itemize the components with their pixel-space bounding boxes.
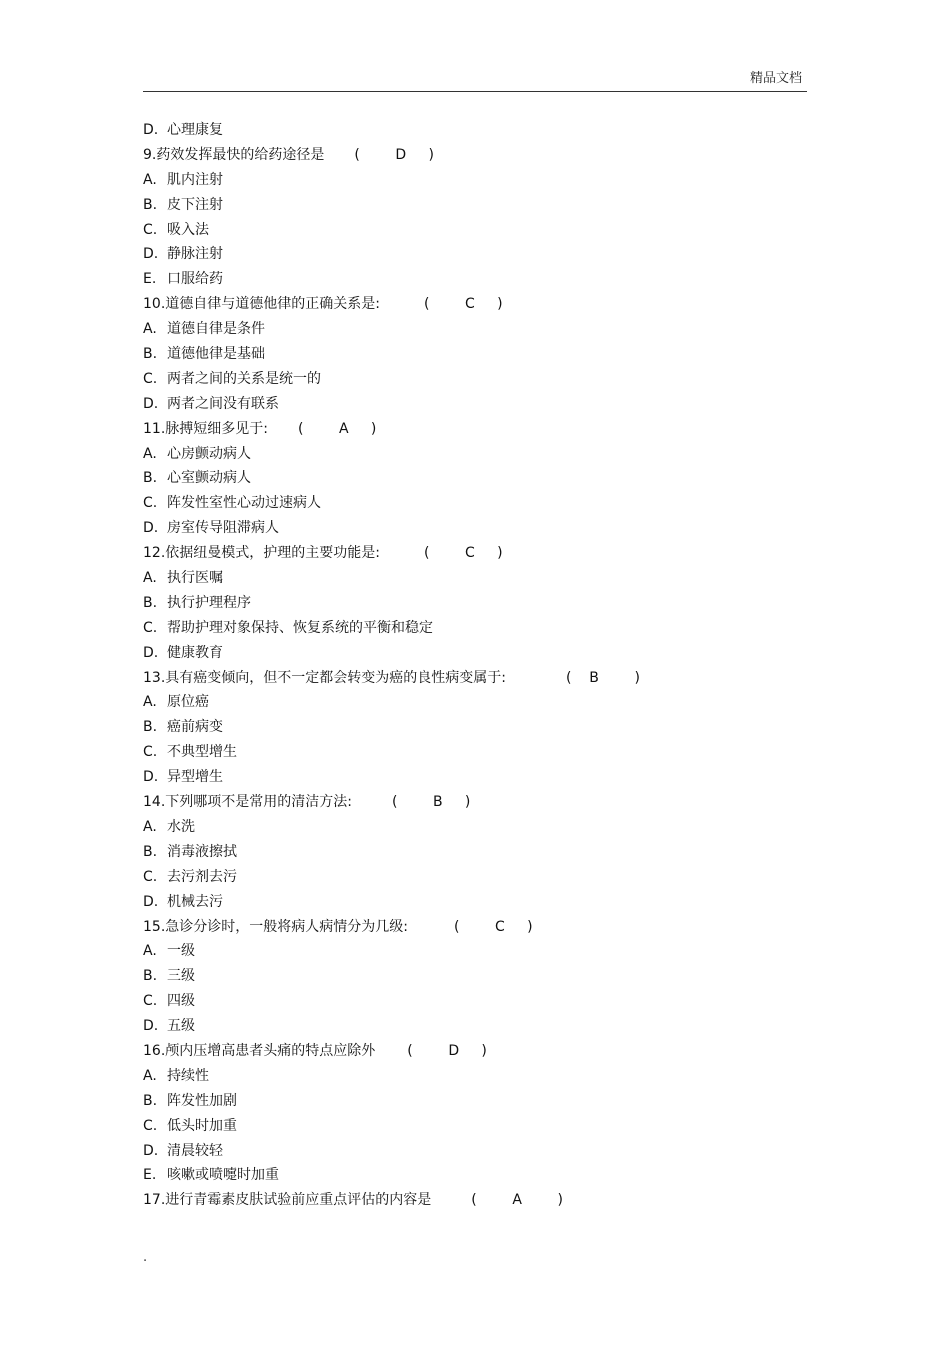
answer-option [143,242,807,267]
option-letter: C. [143,993,158,1010]
answer-key: ( D ) [407,1042,487,1059]
question-text: 15.急诊分诊时，一般将病人病情分为几级: [143,918,408,935]
option-text: 阵发性加剧 [167,1092,237,1109]
question-line [143,417,807,442]
option-text: 去污剂去污 [167,868,237,885]
answer-option [143,491,807,516]
option-letter: B. [143,968,158,985]
question-text: 14.下列哪项不是常用的清洁方法: [143,794,352,811]
option-letter: A. [143,321,157,338]
option-letter: E. [143,271,157,288]
option-letter: D. [143,893,159,910]
header-divider [143,91,807,92]
option-letter: B. [143,843,158,860]
question-line [143,292,807,317]
answer-option [143,964,807,989]
answer-option [143,193,807,218]
option-letter: A. [143,943,157,960]
answer-option [143,1163,807,1188]
option-letter: D. [143,1142,159,1159]
option-text: 癌前病变 [167,719,223,736]
option-text: 清晨较轻 [167,1142,223,1159]
option-letter: D. [143,644,159,661]
question-line [143,915,807,940]
answer-option [143,815,807,840]
option-text: 道德他律是基础 [167,346,265,363]
answer-option [143,267,807,292]
option-text: 健康教育 [167,644,223,661]
option-letter: B. [143,1092,158,1109]
option-letter: B. [143,346,158,363]
answer-option [143,1089,807,1114]
option-text: 两者之间没有联系 [167,395,279,412]
answer-option [143,466,807,491]
option-letter: B. [143,196,158,213]
option-letter: D. [143,122,159,138]
option-letter: C. [143,221,158,238]
question-line [143,1188,807,1213]
answer-option [143,442,807,467]
option-letter: B. [143,470,158,487]
option-text: 低头时加重 [167,1117,237,1134]
option-letter: C. [143,619,158,636]
answer-option [143,1064,807,1089]
answer-option [143,516,807,541]
option-text: 原位癌 [167,694,209,711]
option-letter: B. [143,594,158,611]
answer-key: ( B ) [565,669,640,686]
option-letter: D. [143,1018,159,1035]
answer-option [143,641,807,666]
option-text: 一级 [167,943,195,960]
answer-option [143,1014,807,1039]
question-text: 12.依据纽曼模式，护理的主要功能是: [143,545,380,562]
option-text: 不典型增生 [167,744,237,761]
question-line [143,666,807,691]
answer-option [143,939,807,964]
option-text: 消毒液擦拭 [167,843,237,860]
option-text: 房室传导阻滞病人 [167,520,279,537]
answer-key: ( B ) [391,794,471,811]
option-letter: C. [143,1117,158,1134]
question-text: 17.进行青霉素皮肤试验前应重点评估的内容是 [143,1192,432,1209]
option-text: 心室颤动病人 [167,470,251,487]
answer-option [143,840,807,865]
question-text: 13.具有癌变倾向，但不一定都会转变为癌的良性病变属于: [143,669,506,686]
question-text: 11.脉搏短细多见于: [143,420,268,437]
question-text: 16.颅内压增高患者头痛的特点应除外 [143,1042,376,1059]
question-list [143,118,807,1213]
question-line [143,143,807,168]
option-letter: D. [143,520,159,537]
option-letter: C. [143,868,158,885]
answer-option [143,865,807,890]
question-line [143,1039,807,1064]
option-letter: A. [143,694,157,711]
option-text: 五级 [167,1018,195,1035]
answer-option [143,616,807,641]
option-letter: B. [143,719,158,736]
option-letter: D. [143,769,159,786]
answer-key: ( A ) [471,1192,563,1209]
option-letter: A. [143,818,157,835]
answer-option [143,218,807,243]
answer-option [143,392,807,417]
answer-option [143,890,807,915]
answer-option [143,1139,807,1164]
footer-mark: . [143,1250,148,1265]
answer-option [143,715,807,740]
option-text: 咳嗽或喷嚏时加重 [167,1167,279,1184]
option-letter: D. [143,395,159,412]
option-letter: C. [143,370,158,387]
answer-option [143,317,807,342]
option-text: 吸入法 [167,221,209,238]
option-text: 三级 [167,968,195,985]
option-text: 机械去污 [167,893,223,910]
answer-option [143,690,807,715]
answer-key: ( D ) [354,146,434,163]
option-letter: C. [143,495,158,512]
option-letter: C. [143,744,158,761]
answer-option [143,342,807,367]
answer-key: ( C ) [423,296,503,313]
answer-option [143,989,807,1014]
answer-option [143,118,807,143]
question-line [143,790,807,815]
answer-key: ( C ) [453,918,533,935]
option-text: 四级 [167,993,195,1010]
option-text: 皮下注射 [167,196,223,213]
answer-option [143,740,807,765]
option-text: 执行医嘱 [167,570,223,587]
question-line [143,541,807,566]
question-text: 10.道德自律与道德他律的正确关系是: [143,296,380,313]
option-letter: A. [143,445,157,462]
answer-option [143,1114,807,1139]
option-text: 异型增生 [167,769,223,786]
option-letter: E. [143,1167,157,1184]
answer-option [143,765,807,790]
option-text: 口服给药 [167,271,223,288]
answer-option [143,367,807,392]
option-text: 持续性 [167,1067,209,1084]
option-text: 心房颤动病人 [167,445,251,462]
option-text: 静脉注射 [167,246,223,263]
option-text: 执行护理程序 [167,594,251,611]
question-text: 9.药效发挥最快的给药途径是 [143,146,325,163]
option-text: 帮助护理对象保持、恢复系统的平衡和稳定 [167,619,433,636]
answer-key: ( A ) [297,420,377,437]
answer-key: ( C ) [423,545,503,562]
option-text: 阵发性室性心动过速病人 [167,495,321,512]
option-letter: A. [143,171,157,188]
option-text: 水洗 [167,818,195,835]
answer-option [143,566,807,591]
option-letter: A. [143,1067,157,1084]
option-text: 两者之间的关系是统一的 [167,370,321,387]
option-text: 肌内注射 [167,171,223,188]
header-title: 精品文档 [749,71,802,86]
answer-option [143,591,807,616]
answer-option [143,168,807,193]
option-letter: A. [143,570,157,587]
option-text: 心理康复 [167,122,223,138]
option-letter: D. [143,246,159,263]
option-text: 道德自律是条件 [167,321,265,338]
